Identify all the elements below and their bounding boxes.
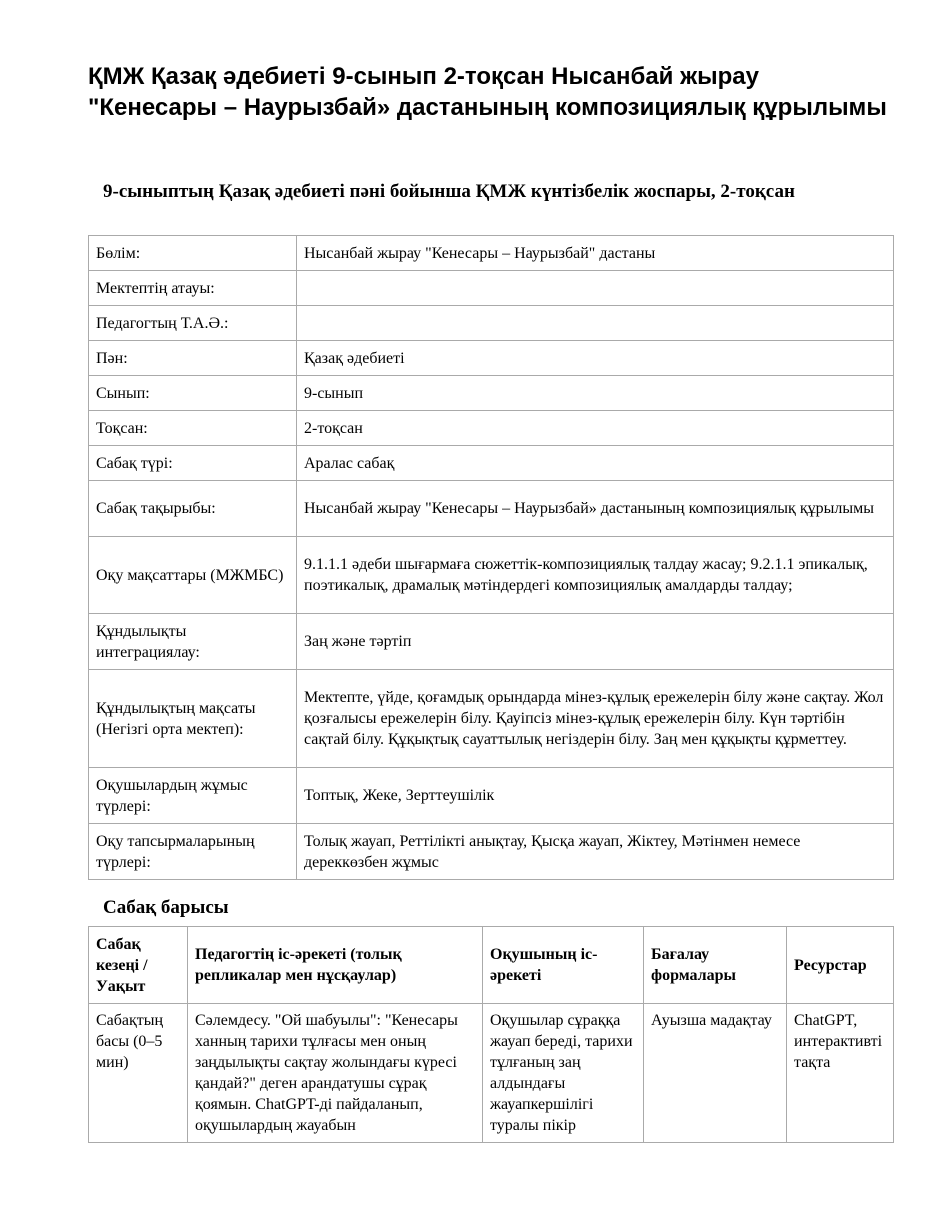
info-value: 9.1.1.1 әдеби шығармаға сюжеттік-композициялық талдау жасау; 9.2.1.1 эпикалық, поэтикалық, драмалық мәтіндердегі композициялық амалдарды талдау; bbox=[297, 537, 894, 614]
info-label: Бөлім: bbox=[89, 236, 297, 271]
info-value: Заң және тәртіп bbox=[297, 614, 894, 670]
table-cell: Ауызша мадақтау bbox=[644, 1004, 787, 1143]
info-label: Сабақ тақырыбы: bbox=[89, 481, 297, 537]
table-cell: Оқушылар сұраққа жауап береді, тарихи тұлғаның заң алдындағы жауапкершілігі туралы пікір bbox=[483, 1004, 644, 1143]
info-value: Аралас сабақ bbox=[297, 446, 894, 481]
column-header: Бағалау формалары bbox=[644, 927, 787, 1004]
table-row bbox=[89, 670, 894, 768]
table-row bbox=[89, 341, 894, 376]
info-value: Нысанбай жырау "Кенесары – Наурызбай» дастанының композициялық құрылымы bbox=[297, 481, 894, 537]
info-label: Құндылықты интеграциялау: bbox=[89, 614, 297, 670]
info-label: Пән: bbox=[89, 341, 297, 376]
column-header: Ресурстар bbox=[787, 927, 894, 1004]
column-header: Педагогтің іс-әрекеті (толық репликалар мен нұсқаулар) bbox=[188, 927, 483, 1004]
table-row bbox=[89, 271, 894, 306]
table-row bbox=[89, 446, 894, 481]
info-label: Педагогтың Т.А.Ә.: bbox=[89, 306, 297, 341]
table-row bbox=[89, 236, 894, 271]
info-label: Құндылықтың мақсаты (Негізгі орта мектеп): bbox=[89, 670, 297, 768]
info-value: Толық жауап, Реттілікті анықтау, Қысқа жауап, Жіктеу, Мәтінмен немесе дереккөзбен жұмыс bbox=[297, 824, 894, 880]
info-value: Топтық, Жеке, Зерттеушілік bbox=[297, 768, 894, 824]
info-value: Қазақ әдебиеті bbox=[297, 341, 894, 376]
info-label: Оқушылардың жұмыс түрлері: bbox=[89, 768, 297, 824]
lesson-info-table bbox=[88, 235, 894, 880]
document-title: ҚМЖ Қазақ әдебиеті 9-сынып 2-тоқсан Нысанбай жырау "Кенесары – Наурызбай» дастанының композициялық құрылымы bbox=[88, 63, 887, 121]
table-row bbox=[89, 411, 894, 446]
info-label: Тоқсан: bbox=[89, 411, 297, 446]
table-row bbox=[89, 614, 894, 670]
table-row bbox=[89, 1004, 894, 1143]
info-value: Мектепте, үйде, қоғамдық орындарда мінез-құлық ережелерін білу және сақтау. Жол қозғалысы ережелерін білу. Қауіпсіз мінез-құлық ережелерін білу. Күн тәртібін сақтай білу. Құқықтық сауаттылық негіздерін білу. Заң мен құқықты құрметтеу. bbox=[297, 670, 894, 768]
info-label: Сынып: bbox=[89, 376, 297, 411]
column-header: Оқушының іс-әрекеті bbox=[483, 927, 644, 1004]
column-header: Сабақ кезеңі / Уақыт bbox=[89, 927, 188, 1004]
table-cell: Сабақтың басы (0–5 мин) bbox=[89, 1004, 188, 1143]
info-value: 9-сынып bbox=[297, 376, 894, 411]
table-cell: ChatGPT, интерактивті тақта bbox=[787, 1004, 894, 1143]
table-row bbox=[89, 306, 894, 341]
document-subtitle: 9-сыныптың Қазақ әдебиеті пәні бойынша ҚМЖ күнтізбелік жоспары, 2-тоқсан bbox=[103, 181, 795, 202]
info-value bbox=[297, 306, 894, 341]
table-row bbox=[89, 376, 894, 411]
table-row bbox=[89, 537, 894, 614]
info-value: Нысанбай жырау "Кенесары – Наурызбай" дастаны bbox=[297, 236, 894, 271]
table-header-row bbox=[89, 927, 894, 1004]
table-row bbox=[89, 768, 894, 824]
info-value: 2-тоқсан bbox=[297, 411, 894, 446]
info-label: Оқу мақсаттары (МЖМБС) bbox=[89, 537, 297, 614]
table-row bbox=[89, 481, 894, 537]
table-cell: Сәлемдесу. "Ой шабуылы": "Кенесары ханның тарихи тұлғасы мен оның заңдылықты сақтау жолындағы күресі қандай?" деген арандатушы сұрақ қоямын. ChatGPT-ді пайдаланып, оқушылардың жауабын bbox=[188, 1004, 483, 1143]
info-label: Оқу тапсырмаларының түрлері: bbox=[89, 824, 297, 880]
info-label: Сабақ түрі: bbox=[89, 446, 297, 481]
lesson-progress-heading: Сабақ барысы bbox=[103, 897, 229, 918]
info-label: Мектептің атауы: bbox=[89, 271, 297, 306]
table-row bbox=[89, 824, 894, 880]
lesson-progress-table bbox=[88, 926, 894, 1143]
info-value bbox=[297, 271, 894, 306]
